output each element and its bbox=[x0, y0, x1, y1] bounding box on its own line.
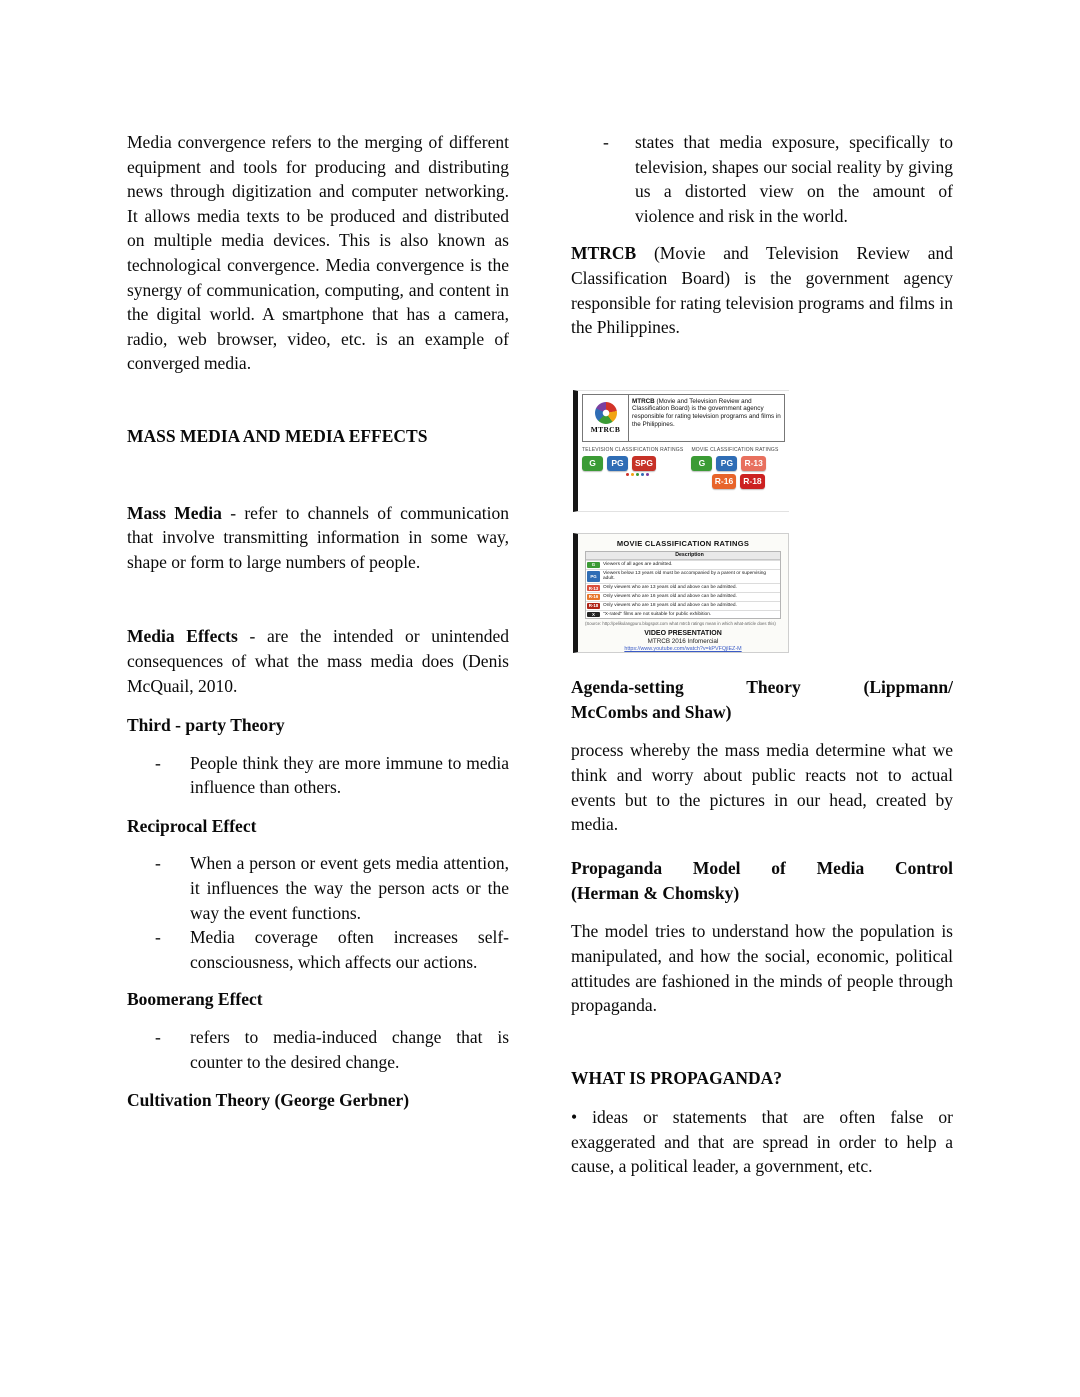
mtrcb-logo bbox=[583, 395, 629, 441]
heading-reciprocal-effect: Reciprocal Effect bbox=[127, 815, 257, 836]
tv-ratings-group bbox=[582, 447, 683, 489]
rating-badge-r16: R-16 bbox=[712, 474, 736, 489]
heading-agenda-line2: McCombs and Shaw) bbox=[571, 701, 732, 722]
mtrcb-term: MTRCB bbox=[571, 243, 637, 264]
table-row bbox=[586, 583, 780, 592]
rating-badge-pg: PG bbox=[716, 456, 737, 471]
heading-third-party-theory: Third - party Theory bbox=[127, 715, 285, 736]
rating-code-chip: R-18 bbox=[588, 603, 599, 609]
media-effects-term: Media Effects bbox=[127, 626, 238, 647]
left-column bbox=[127, 130, 509, 1179]
mtrcb-caption-box bbox=[582, 394, 785, 442]
rating-badge-r18: R-18 bbox=[740, 474, 764, 489]
video-title: MTRCB 2016 Infomercial bbox=[647, 638, 719, 646]
mtrcb-definition bbox=[571, 241, 953, 339]
rating-badge-g: G bbox=[691, 456, 712, 471]
rating-description: "X-rated" films are not suitable for public exhibition. bbox=[603, 611, 712, 617]
caption-text: (Movie and Television Review and Classification Board) is the government agency responsible for rating television programs and films in the Philippines. bbox=[632, 397, 781, 428]
rating-code-chip: R-13 bbox=[588, 585, 599, 591]
rating-badge-spg: SPG bbox=[632, 456, 656, 471]
rating-description: Only viewers who are 16 years old and above can be admitted. bbox=[603, 593, 737, 599]
movie-badge-row-1 bbox=[691, 456, 785, 471]
list-item bbox=[155, 851, 509, 925]
bullet-dash: - bbox=[155, 752, 161, 773]
movie-ratings-group bbox=[691, 447, 785, 489]
video-link[interactable]: https://www.youtube.com/watch?v=kPVFQjlEZ-M bbox=[624, 646, 742, 653]
movie-ratings-label: MOVIE CLASSIFICATION RATINGS bbox=[691, 446, 779, 453]
intro-paragraph: Media convergence refers to the merging of different equipment and tools for producing and distributing news through digitization and computer networking. It allows media texts to be produced and distributed on multiple media devices. This is also known as technological convergence. Media convergence is the synergy of communication, computing, and content in the digital world. A smartphone that has a camera, radio, web browser, video, etc. is an example of converged media. bbox=[127, 132, 509, 374]
ratings-badges-area bbox=[582, 447, 785, 489]
classification-table-image bbox=[573, 533, 789, 653]
cultivation-bullet-list bbox=[571, 130, 953, 228]
mass-media-term: Mass Media bbox=[127, 502, 222, 523]
source-note: (Source: http://pelikulangpuro.blogspot.com what mtrcb ratings mean in which what-article does this) bbox=[585, 621, 776, 627]
rating-code-chip: R-16 bbox=[588, 594, 599, 600]
heading-agenda-setting bbox=[571, 675, 953, 725]
tv-ratings-label: TELEVISION CLASSIFICATION RATINGS bbox=[582, 446, 684, 453]
film-reel-icon bbox=[595, 402, 617, 424]
mass-media-definition bbox=[127, 501, 509, 575]
header-spacer bbox=[586, 552, 599, 559]
bullet-text: states that media exposure, specifically to television, shapes our social reality by giving us a distorted view on the amount of violence and risk in the world. bbox=[635, 132, 953, 226]
content-descriptor-dots bbox=[626, 473, 683, 476]
table-title: MOVIE CLASSIFICATION RATINGS bbox=[616, 538, 750, 548]
mtrcb-image-caption bbox=[629, 395, 784, 441]
boomerang-bullet-list bbox=[127, 1025, 509, 1074]
caption-term: MTRCB bbox=[632, 397, 655, 405]
movie-badge-row-2 bbox=[691, 474, 785, 489]
bullet-dash: - bbox=[155, 1027, 161, 1048]
rating-badge-r13: R-13 bbox=[741, 456, 765, 471]
agenda-setting-paragraph: process whereby the mass media determine what we think and worry about public reacts not to actual events but to the pictures in our head, created by media. bbox=[571, 740, 953, 835]
mtrcb-ratings-image bbox=[573, 390, 789, 512]
rating-code-chip: G bbox=[587, 562, 600, 568]
mass-media-text: - refer to channels of communication that involve transmitting information in some way, shape or form to large numbers of people. bbox=[127, 502, 509, 572]
bullet-text: People think they are more immune to media influence than others. bbox=[190, 752, 509, 798]
mtrcb-text: (Movie and Television Review and Classification Board) is the government agency responsible for rating television programs and films in the Philippines. bbox=[571, 243, 953, 338]
table-header-row bbox=[586, 552, 780, 560]
list-item bbox=[155, 751, 509, 800]
rating-code-chip: PG bbox=[587, 571, 600, 583]
heading-propaganda-model-line1: Propaganda Model of Media Control bbox=[571, 857, 953, 878]
bullet-dash: - bbox=[155, 853, 161, 874]
media-effects-text: - are the intended or unintended consequences of what the mass media does (Denis McQuail, 2010. bbox=[127, 626, 509, 696]
table-row bbox=[586, 610, 780, 619]
heading-agenda-line1: Agenda-setting Theory (Lippmann/ bbox=[571, 676, 953, 697]
table-header-description: Description bbox=[675, 551, 704, 558]
document-page bbox=[127, 130, 953, 1179]
video-presentation-label: VIDEO PRESENTATION bbox=[644, 630, 722, 638]
list-item bbox=[603, 130, 953, 228]
heading-what-is-propaganda: WHAT IS PROPAGANDA? bbox=[571, 1067, 782, 1088]
rating-description: Only viewers who are 18 years old and above can be admitted. bbox=[603, 602, 737, 608]
rating-description: Viewers of all ages are admitted. bbox=[603, 561, 673, 567]
heading-propaganda-model bbox=[571, 856, 953, 906]
rating-badge-g: G bbox=[582, 456, 603, 471]
table-row bbox=[586, 592, 780, 601]
bullet-text: Media coverage often increases self-consciousness, which affects our actions. bbox=[190, 927, 509, 972]
bullet-dash: - bbox=[155, 927, 161, 948]
table-row bbox=[586, 601, 780, 610]
table-row bbox=[586, 560, 780, 569]
propaganda-definition-paragraph: • ideas or statements that are often false or exaggerated and that are spread in order to help a cause, a political leader, a government, etc. bbox=[571, 1107, 953, 1177]
reciprocal-bullet-list bbox=[127, 851, 509, 974]
heading-boomerang-effect: Boomerang Effect bbox=[127, 989, 263, 1010]
propaganda-model-paragraph: The model tries to understand how the population is manipulated, and how the social, economic, political attitudes are fashioned in the minds of people through propaganda. bbox=[571, 921, 953, 1016]
third-party-bullet-list bbox=[127, 751, 509, 800]
classification-table bbox=[585, 551, 781, 620]
rating-code-chip: X bbox=[587, 612, 600, 618]
heading-propaganda-model-line2: (Herman & Chomsky) bbox=[571, 882, 740, 903]
heading-cultivation-theory: Cultivation Theory (George Gerbner) bbox=[127, 1090, 410, 1111]
rating-description: Viewers below 13 years old must be accompanied by a parent or supervising adult. bbox=[603, 570, 767, 582]
bullet-text: refers to media-induced change that is counter to the desired change. bbox=[190, 1027, 509, 1072]
bullet-dash: - bbox=[603, 132, 609, 152]
tv-badge-row bbox=[582, 456, 683, 471]
table-row bbox=[586, 569, 780, 584]
bullet-text: When a person or event gets media attention, it influences the way the person acts or the way the event functions. bbox=[190, 853, 509, 923]
right-column bbox=[571, 130, 953, 1179]
list-item bbox=[155, 1025, 509, 1074]
list-item bbox=[155, 925, 509, 974]
rating-description: Only viewers who are 13 years old and above can be admitted. bbox=[603, 585, 737, 591]
mtrcb-logo-label: MTRCB bbox=[590, 424, 621, 434]
rating-badge-pg: PG bbox=[607, 456, 628, 471]
section-heading-mass-media: MASS MEDIA AND MEDIA EFFECTS bbox=[127, 425, 428, 446]
media-effects-definition bbox=[127, 624, 509, 698]
